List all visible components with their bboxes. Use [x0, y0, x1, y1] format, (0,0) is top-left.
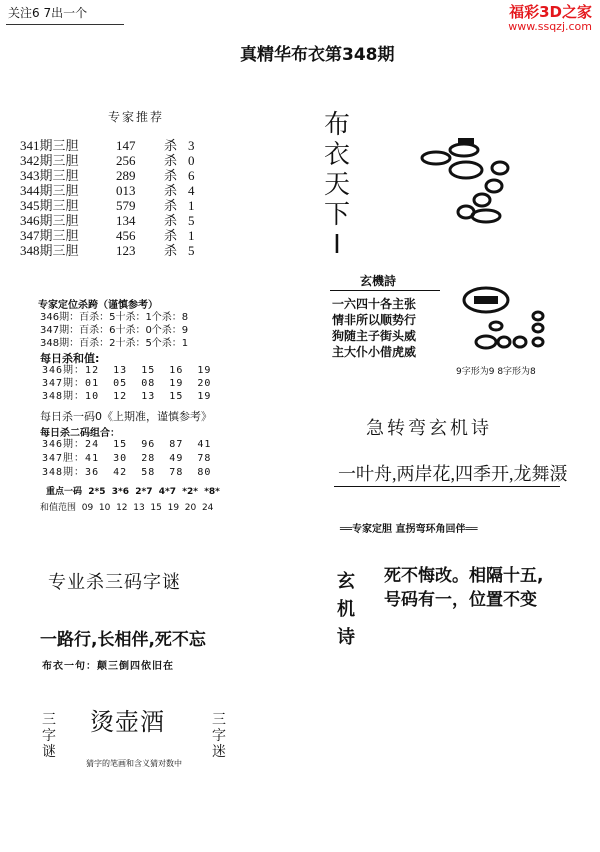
coin-shape — [533, 338, 543, 346]
expert-table — [20, 138, 195, 258]
row-nums: 147 — [116, 138, 136, 153]
expert-dingdan-line: ══专家定胆 直拐弯环角回伴══ — [340, 524, 478, 535]
coin-shape — [476, 336, 496, 348]
dingwei-list — [40, 311, 188, 350]
final-poem — [384, 564, 543, 612]
row-nums: 013 — [116, 183, 136, 198]
coin-shape — [450, 162, 482, 178]
coin-shape — [498, 337, 510, 347]
xuanji-line: 狗随主子街头威 — [332, 329, 417, 343]
puzzle-text: 烫壶酒 — [90, 708, 165, 736]
row-nums: 289 — [116, 168, 136, 183]
coin-shape — [514, 337, 526, 347]
row-period: 341期三胆 — [20, 138, 79, 153]
row-period: 342期三胆 — [20, 153, 79, 168]
row-kill: 1 — [188, 228, 195, 243]
coin-shape — [450, 144, 478, 156]
row-kill: 0 — [188, 153, 195, 168]
row-sha: 杀 — [164, 183, 178, 198]
row-nums: 579 — [116, 198, 136, 213]
expert-row — [20, 243, 195, 258]
sanzi-left-label: 三字谜 — [42, 712, 56, 760]
puzzle-note: 猜字的笔画和含义猜对数中 — [86, 759, 182, 768]
expert-row — [20, 153, 195, 168]
top-note: 关注6 7出一个 — [8, 6, 88, 20]
heshu-list — [42, 364, 211, 403]
xuanji-poem — [332, 296, 416, 360]
expert-row — [20, 198, 195, 213]
dingwei-row: 348期：百杀：2十杀：5个杀：1 — [40, 338, 189, 349]
row-period: 347期三胆 — [20, 228, 79, 243]
poem-line: 号码有一，位置不变 — [384, 590, 537, 610]
row-period: 346期三胆 — [20, 213, 79, 228]
xuanji-heading: 玄機詩 — [360, 274, 397, 288]
brand-name: 福彩3D之家 — [509, 3, 592, 21]
row-period: 345期三胆 — [20, 198, 79, 213]
yiye-underline — [334, 486, 560, 487]
erma-row: 348期：36 42 58 78 80 — [42, 467, 212, 478]
xuanji-line: 主大仆小借虎威 — [332, 345, 417, 359]
dingwei-row: 347期：百杀：6十杀：0个杀：9 — [40, 325, 189, 336]
heshu-row: 348期：10 12 13 15 19 — [42, 391, 212, 402]
yima-line: 每日杀一码0《上期准，谨慎参考》 — [40, 410, 212, 423]
coin-bone-illustration — [410, 130, 550, 230]
coin-shape — [533, 312, 543, 320]
heshu-row: 346期：12 13 15 16 19 — [42, 365, 212, 376]
digit-shape-illustration — [458, 284, 558, 356]
row-period: 348期三胆 — [20, 243, 79, 258]
coin-shape — [533, 324, 543, 332]
xuanji-line: 情非所以顺势行 — [332, 313, 417, 327]
coin-shape — [490, 322, 502, 330]
expert-row — [20, 183, 195, 198]
dingwei-heading: 专家定位杀跨（谨慎参考） — [38, 300, 158, 311]
row-kill: 3 — [188, 138, 195, 153]
row-sha: 杀 — [164, 168, 178, 183]
buyi-line: 布衣一句：颠三倒四依旧在 — [42, 661, 174, 672]
yiye-line: 一叶舟,两岸花,四季开,龙舞滠 — [338, 464, 568, 484]
expert-row — [20, 228, 195, 243]
row-sha: 杀 — [164, 138, 178, 153]
coin-shape — [422, 152, 450, 164]
coin-shape — [458, 206, 474, 218]
row-sha: 杀 — [164, 213, 178, 228]
expert-row — [20, 138, 195, 153]
row-period: 343期三胆 — [20, 168, 79, 183]
row-sha: 杀 — [164, 243, 178, 258]
zhuanye-heading: 专业杀三码字谜 — [48, 572, 181, 593]
brand-url: www.ssqzj.com — [508, 20, 592, 33]
shape-note: 9字形为9 8字形为8 — [456, 367, 536, 377]
row-period: 344期三胆 — [20, 183, 79, 198]
row-nums: 456 — [116, 228, 136, 243]
sanzi-right-label: 三字迷 — [212, 712, 226, 760]
row-sha: 杀 — [164, 198, 178, 213]
row-nums: 134 — [116, 213, 136, 228]
erma-row: 346期：24 15 96 87 41 — [42, 439, 212, 450]
riddle-text: 一路行,长相伴,死不忘 — [40, 630, 206, 650]
row-nums: 256 — [116, 153, 136, 168]
top-note-underline — [6, 24, 124, 25]
dingwei-row: 346期：百杀：5十杀：1个杀：8 — [40, 312, 189, 323]
expert-heading: 专家推荐 — [108, 110, 165, 124]
expert-row — [20, 168, 195, 183]
coin-shape — [492, 162, 508, 174]
row-kill: 6 — [188, 168, 195, 183]
xuanji-shi-vertical: 玄机诗 — [337, 571, 355, 648]
row-nums: 123 — [116, 243, 136, 258]
row-kill: 1 — [188, 198, 195, 213]
erma-row: 347胆：41 30 28 49 78 — [42, 453, 212, 464]
coin-shape — [486, 180, 502, 192]
heshu-heading: 每日杀和值: — [40, 352, 100, 365]
row-kill: 5 — [188, 213, 195, 228]
brand-logo[interactable] — [508, 4, 592, 33]
buyi-tianxia-title: 布衣天下Ⅰ — [323, 110, 350, 259]
page-title: 真精华布衣第348期 — [240, 45, 395, 65]
row-sha: 杀 — [164, 153, 178, 168]
xuanji-line: 一六四十各主张 — [332, 297, 417, 311]
expert-row — [20, 213, 195, 228]
jizhuan-heading: 急转弯玄机诗 — [366, 418, 492, 439]
coin-shape — [474, 194, 490, 206]
row-sha: 杀 — [164, 228, 178, 243]
heshu-row: 347期：01 05 08 19 20 — [42, 378, 212, 389]
hezhi-range-line: 和值范围 09 10 12 13 15 19 20 24 — [40, 503, 214, 513]
poem-line: 死不悔改。相隔十五, — [384, 566, 544, 586]
row-kill: 4 — [188, 183, 195, 198]
erma-heading: 每日杀二码组合： — [40, 428, 120, 439]
xuanji-underline — [330, 290, 440, 291]
zhongdian-line: 重点一码 2*5 3*6 2*7 4*7 *2* *8* — [46, 487, 220, 497]
row-kill: 5 — [188, 243, 195, 258]
coin-shape — [472, 210, 500, 222]
erma-list — [42, 438, 211, 480]
